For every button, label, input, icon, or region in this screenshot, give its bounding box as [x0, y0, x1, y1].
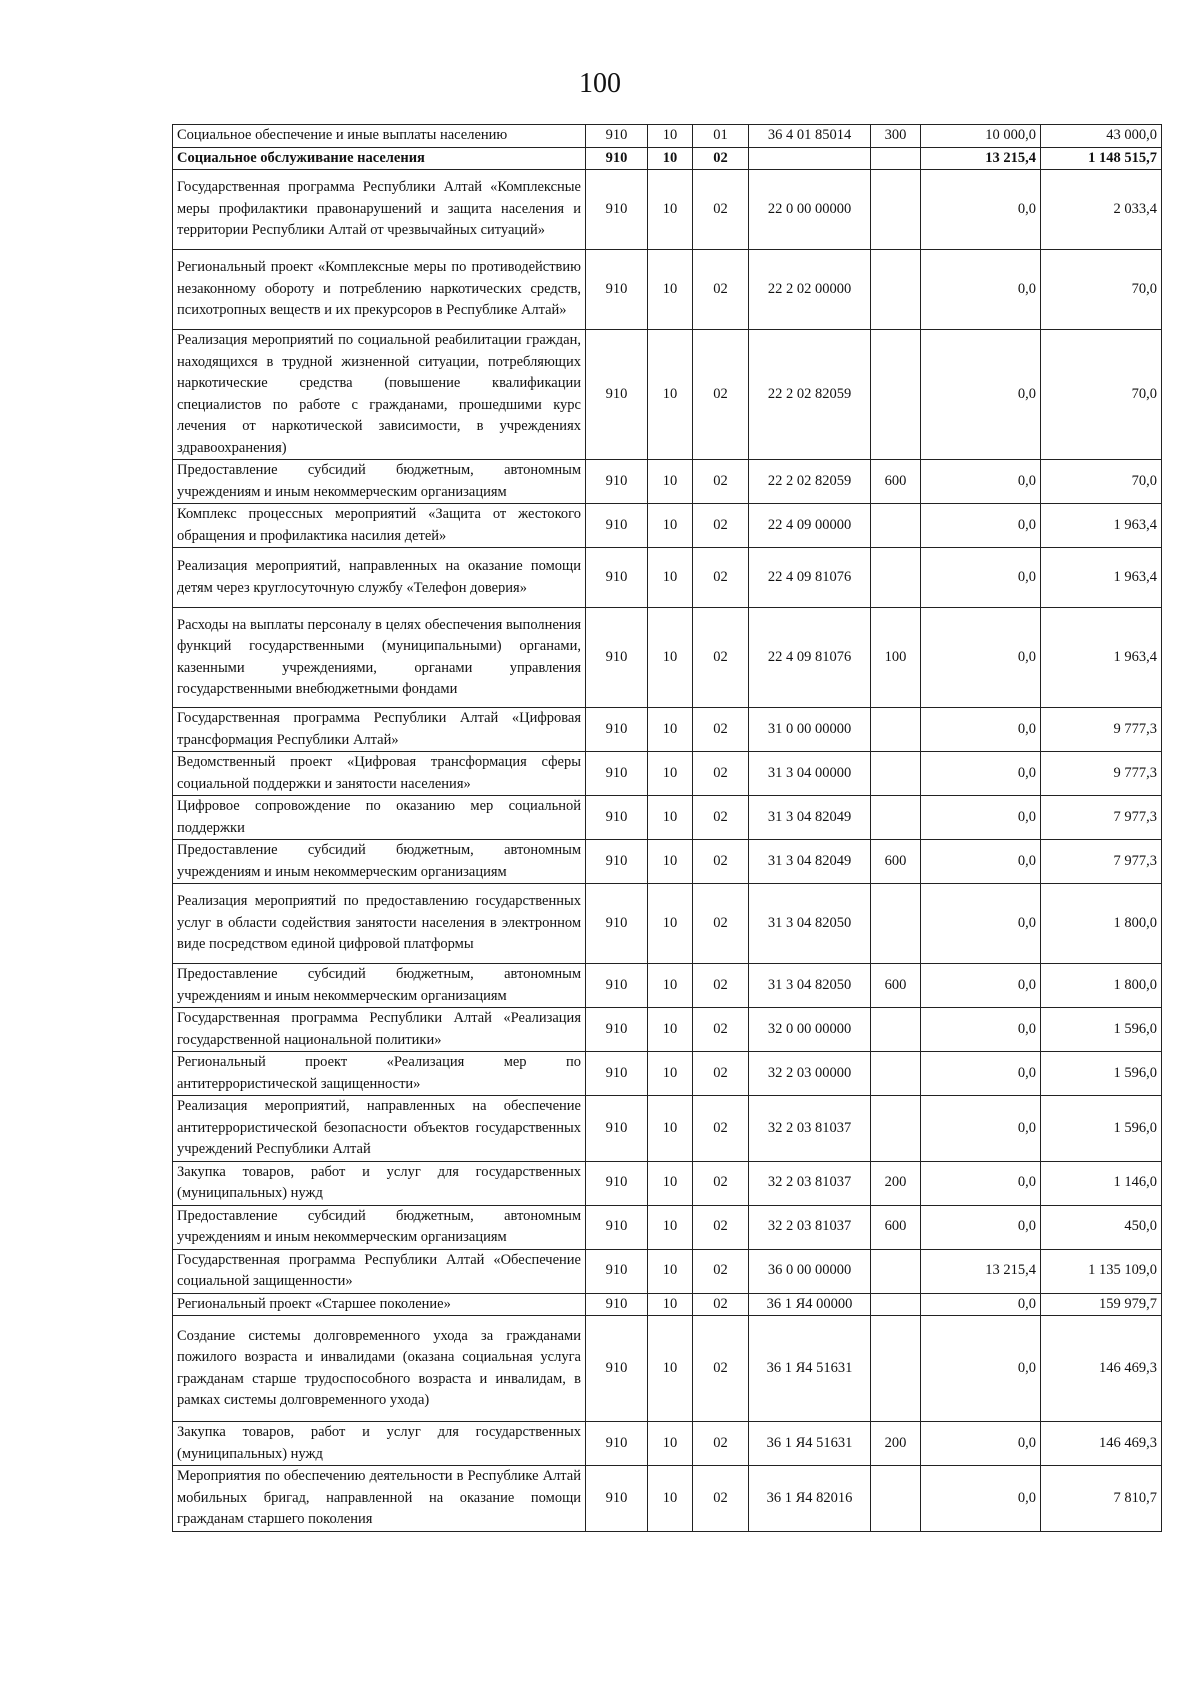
row-expense-type-code: 300	[871, 125, 921, 148]
row-description: Закупка товаров, работ и услуг для государственных (муниципальных) нужд	[173, 1161, 586, 1205]
row-amount-second: 1 963,4	[1041, 608, 1162, 708]
row-target-article-code	[749, 147, 871, 170]
row-amount-second: 450,0	[1041, 1205, 1162, 1249]
page-number: 100	[579, 68, 621, 99]
row-target-article-code: 31 3 04 82050	[749, 964, 871, 1008]
row-target-article-code: 22 0 00 00000	[749, 170, 871, 250]
row-section-code: 10	[648, 330, 693, 460]
row-subsection-code: 02	[693, 548, 749, 608]
row-section-code: 10	[648, 1422, 693, 1466]
row-section-code: 10	[648, 884, 693, 964]
row-target-article-code: 22 2 02 82059	[749, 460, 871, 504]
row-amount-first: 13 215,4	[921, 147, 1041, 170]
row-amount-first: 0,0	[921, 330, 1041, 460]
row-expense-type-code	[871, 1316, 921, 1422]
row-expense-type-code: 600	[871, 840, 921, 884]
table-row	[173, 1422, 1162, 1466]
row-amount-first: 10 000,0	[921, 125, 1041, 148]
row-description: Комплекс процессных мероприятий «Защита от жестокого обращения и профилактика насилия детей»	[173, 504, 586, 548]
row-description: Реализация мероприятий, направленных на оказание помощи детям через круглосуточную службу «Телефон доверия»	[173, 548, 586, 608]
row-amount-first: 0,0	[921, 608, 1041, 708]
row-target-article-code: 36 1 Я4 82016	[749, 1466, 871, 1532]
row-section-code: 10	[648, 1008, 693, 1052]
row-subsection-code: 02	[693, 1422, 749, 1466]
row-section-code: 10	[648, 170, 693, 250]
row-grbs-code: 910	[586, 964, 648, 1008]
row-subsection-code: 02	[693, 796, 749, 840]
row-amount-first: 0,0	[921, 1052, 1041, 1096]
row-amount-second: 7 977,3	[1041, 796, 1162, 840]
row-expense-type-code	[871, 1052, 921, 1096]
row-section-code: 10	[648, 504, 693, 548]
row-subsection-code: 02	[693, 840, 749, 884]
row-description: Предоставление субсидий бюджетным, автономным учреждениям и иным некоммерческим организациям	[173, 964, 586, 1008]
row-target-article-code: 36 1 Я4 00000	[749, 1293, 871, 1316]
table-row	[173, 125, 1162, 148]
row-amount-first: 0,0	[921, 1008, 1041, 1052]
table-row	[173, 460, 1162, 504]
row-target-article-code: 31 0 00 00000	[749, 708, 871, 752]
row-amount-first: 0,0	[921, 708, 1041, 752]
row-amount-second: 70,0	[1041, 250, 1162, 330]
table-row	[173, 548, 1162, 608]
row-section-code: 10	[648, 1293, 693, 1316]
row-description: Социальное обслуживание населения	[173, 147, 586, 170]
table-row	[173, 1161, 1162, 1205]
row-grbs-code: 910	[586, 608, 648, 708]
row-section-code: 10	[648, 1052, 693, 1096]
table-row	[173, 1293, 1162, 1316]
row-expense-type-code: 600	[871, 964, 921, 1008]
row-amount-second: 159 979,7	[1041, 1293, 1162, 1316]
row-amount-second: 70,0	[1041, 330, 1162, 460]
row-grbs-code: 910	[586, 1052, 648, 1096]
row-amount-second: 7 977,3	[1041, 840, 1162, 884]
row-amount-second: 1 596,0	[1041, 1008, 1162, 1052]
table-row	[173, 1205, 1162, 1249]
row-target-article-code: 22 4 09 81076	[749, 608, 871, 708]
row-expense-type-code	[871, 1466, 921, 1532]
row-amount-first: 0,0	[921, 504, 1041, 548]
table-row	[173, 1008, 1162, 1052]
row-amount-first: 0,0	[921, 884, 1041, 964]
row-amount-second: 70,0	[1041, 460, 1162, 504]
row-amount-second: 1 596,0	[1041, 1096, 1162, 1162]
table-row	[173, 504, 1162, 548]
row-subsection-code: 02	[693, 504, 749, 548]
row-amount-second: 1 800,0	[1041, 884, 1162, 964]
row-amount-first: 13 215,4	[921, 1249, 1041, 1293]
row-amount-first: 0,0	[921, 460, 1041, 504]
row-grbs-code: 910	[586, 1293, 648, 1316]
row-section-code: 10	[648, 1466, 693, 1532]
row-grbs-code: 910	[586, 752, 648, 796]
table-row	[173, 752, 1162, 796]
row-amount-first: 0,0	[921, 1422, 1041, 1466]
row-target-article-code: 32 2 03 81037	[749, 1161, 871, 1205]
table-row	[173, 250, 1162, 330]
row-subsection-code: 02	[693, 1161, 749, 1205]
row-target-article-code: 31 3 04 82049	[749, 796, 871, 840]
row-amount-second: 9 777,3	[1041, 708, 1162, 752]
row-amount-first: 0,0	[921, 964, 1041, 1008]
row-grbs-code: 910	[586, 548, 648, 608]
row-amount-first: 0,0	[921, 1466, 1041, 1532]
row-target-article-code: 32 0 00 00000	[749, 1008, 871, 1052]
row-section-code: 10	[648, 1096, 693, 1162]
row-description: Ведомственный проект «Цифровая трансформация сферы социальной поддержки и занятости населения»	[173, 752, 586, 796]
row-subsection-code: 02	[693, 884, 749, 964]
row-section-code: 10	[648, 608, 693, 708]
row-subsection-code: 02	[693, 752, 749, 796]
row-grbs-code: 910	[586, 147, 648, 170]
row-section-code: 10	[648, 796, 693, 840]
row-expense-type-code	[871, 1293, 921, 1316]
row-grbs-code: 910	[586, 1466, 648, 1532]
row-subsection-code: 02	[693, 1293, 749, 1316]
row-section-code: 10	[648, 250, 693, 330]
table-row	[173, 1316, 1162, 1422]
row-expense-type-code	[871, 752, 921, 796]
row-subsection-code: 02	[693, 1008, 749, 1052]
row-amount-first: 0,0	[921, 1316, 1041, 1422]
row-subsection-code: 02	[693, 1466, 749, 1532]
row-description: Предоставление субсидий бюджетным, автономным учреждениям и иным некоммерческим организациям	[173, 1205, 586, 1249]
row-target-article-code: 31 3 04 82049	[749, 840, 871, 884]
row-target-article-code: 22 4 09 00000	[749, 504, 871, 548]
row-amount-first: 0,0	[921, 840, 1041, 884]
row-target-article-code: 32 2 03 81037	[749, 1096, 871, 1162]
row-amount-second: 1 135 109,0	[1041, 1249, 1162, 1293]
row-section-code: 10	[648, 964, 693, 1008]
row-grbs-code: 910	[586, 1161, 648, 1205]
row-amount-first: 0,0	[921, 752, 1041, 796]
row-expense-type-code: 600	[871, 1205, 921, 1249]
row-subsection-code: 02	[693, 330, 749, 460]
row-description: Создание системы долговременного ухода за гражданами пожилого возраста и инвалидами (оказана социальная услуга гражданам старше трудоспособного возраста и инвалидам, в рамках системы долговременного ухода)	[173, 1316, 586, 1422]
row-subsection-code: 02	[693, 1249, 749, 1293]
table-body	[173, 125, 1162, 1532]
row-description: Государственная программа Республики Алтай «Обеспечение социальной защищенности»	[173, 1249, 586, 1293]
row-expense-type-code	[871, 330, 921, 460]
row-description: Мероприятия по обеспечению деятельности в Республике Алтай мобильных бригад, направленной на оказание помощи гражданам старшего поколения	[173, 1466, 586, 1532]
row-description: Реализация мероприятий по предоставлению государственных услуг в области содействия занятости населения в электронном виде посредством единой цифровой платформы	[173, 884, 586, 964]
row-expense-type-code	[871, 884, 921, 964]
row-subsection-code: 02	[693, 250, 749, 330]
row-section-code: 10	[648, 1316, 693, 1422]
row-section-code: 10	[648, 708, 693, 752]
row-grbs-code: 910	[586, 460, 648, 504]
row-description: Реализация мероприятий по социальной реабилитации граждан, находящихся в трудной жизненной ситуации, потребляющих наркотические средства (повышение квалификации специалистов по работе с гражданами, прошедшими курс лечения от наркотической зависимости, в учреждениях здравоохранения)	[173, 330, 586, 460]
row-section-code: 10	[648, 548, 693, 608]
row-amount-second: 1 963,4	[1041, 548, 1162, 608]
table-row	[173, 147, 1162, 170]
row-amount-second: 1 148 515,7	[1041, 147, 1162, 170]
row-target-article-code: 36 0 00 00000	[749, 1249, 871, 1293]
row-amount-second: 1 146,0	[1041, 1161, 1162, 1205]
table-row	[173, 1096, 1162, 1162]
row-subsection-code: 01	[693, 125, 749, 148]
row-grbs-code: 910	[586, 708, 648, 752]
row-description: Социальное обеспечение и иные выплаты населению	[173, 125, 586, 148]
row-description: Закупка товаров, работ и услуг для государственных (муниципальных) нужд	[173, 1422, 586, 1466]
row-expense-type-code	[871, 147, 921, 170]
row-amount-second: 146 469,3	[1041, 1422, 1162, 1466]
row-description: Расходы на выплаты персоналу в целях обеспечения выполнения функций государственными (муниципальными) органами, казенными учреждениями, органами управления государственными внебюджетными фондами	[173, 608, 586, 708]
row-amount-first: 0,0	[921, 1096, 1041, 1162]
row-amount-second: 1 800,0	[1041, 964, 1162, 1008]
table-row	[173, 840, 1162, 884]
row-subsection-code: 02	[693, 1052, 749, 1096]
row-expense-type-code	[871, 796, 921, 840]
row-expense-type-code	[871, 170, 921, 250]
row-grbs-code: 910	[586, 1205, 648, 1249]
row-target-article-code: 36 1 Я4 51631	[749, 1316, 871, 1422]
row-grbs-code: 910	[586, 250, 648, 330]
row-grbs-code: 910	[586, 125, 648, 148]
row-section-code: 10	[648, 752, 693, 796]
table-row	[173, 884, 1162, 964]
row-grbs-code: 910	[586, 504, 648, 548]
row-section-code: 10	[648, 1249, 693, 1293]
row-expense-type-code	[871, 250, 921, 330]
row-expense-type-code	[871, 1249, 921, 1293]
row-target-article-code: 22 4 09 81076	[749, 548, 871, 608]
row-description: Региональный проект «Старшее поколение»	[173, 1293, 586, 1316]
row-amount-second: 2 033,4	[1041, 170, 1162, 250]
row-section-code: 10	[648, 147, 693, 170]
row-subsection-code: 02	[693, 708, 749, 752]
row-expense-type-code: 600	[871, 460, 921, 504]
row-amount-second: 43 000,0	[1041, 125, 1162, 148]
row-description: Предоставление субсидий бюджетным, автономным учреждениям и иным некоммерческим организациям	[173, 840, 586, 884]
row-amount-second: 9 777,3	[1041, 752, 1162, 796]
row-section-code: 10	[648, 840, 693, 884]
row-grbs-code: 910	[586, 796, 648, 840]
row-amount-first: 0,0	[921, 796, 1041, 840]
row-subsection-code: 02	[693, 170, 749, 250]
row-amount-first: 0,0	[921, 170, 1041, 250]
row-amount-first: 0,0	[921, 1161, 1041, 1205]
table-row	[173, 1466, 1162, 1532]
row-target-article-code: 22 2 02 00000	[749, 250, 871, 330]
row-target-article-code: 36 4 01 85014	[749, 125, 871, 148]
row-amount-first: 0,0	[921, 1205, 1041, 1249]
table-row	[173, 608, 1162, 708]
table-row	[173, 1249, 1162, 1293]
row-subsection-code: 02	[693, 1096, 749, 1162]
row-target-article-code: 31 3 04 82050	[749, 884, 871, 964]
row-grbs-code: 910	[586, 1422, 648, 1466]
row-subsection-code: 02	[693, 608, 749, 708]
row-target-article-code: 32 2 03 00000	[749, 1052, 871, 1096]
row-section-code: 10	[648, 1205, 693, 1249]
row-expense-type-code: 100	[871, 608, 921, 708]
row-grbs-code: 910	[586, 1096, 648, 1162]
row-section-code: 10	[648, 460, 693, 504]
row-expense-type-code: 200	[871, 1161, 921, 1205]
row-subsection-code: 02	[693, 1316, 749, 1422]
row-description: Государственная программа Республики Алтай «Комплексные меры профилактики правонарушений и защита населения и территории Республики Алтай от чрезвычайных ситуаций»	[173, 170, 586, 250]
row-grbs-code: 910	[586, 170, 648, 250]
row-target-article-code: 22 2 02 82059	[749, 330, 871, 460]
row-amount-second: 7 810,7	[1041, 1466, 1162, 1532]
row-grbs-code: 910	[586, 884, 648, 964]
row-expense-type-code	[871, 548, 921, 608]
table-row	[173, 964, 1162, 1008]
row-description: Реализация мероприятий, направленных на обеспечение антитеррористической безопасности объектов государственных учреждений Республики Алтай	[173, 1096, 586, 1162]
row-subsection-code: 02	[693, 964, 749, 1008]
row-grbs-code: 910	[586, 1008, 648, 1052]
row-section-code: 10	[648, 1161, 693, 1205]
row-grbs-code: 910	[586, 330, 648, 460]
row-expense-type-code	[871, 708, 921, 752]
table-row	[173, 1052, 1162, 1096]
row-subsection-code: 02	[693, 1205, 749, 1249]
row-target-article-code: 32 2 03 81037	[749, 1205, 871, 1249]
row-description: Цифровое сопровождение по оказанию мер социальной поддержки	[173, 796, 586, 840]
row-subsection-code: 02	[693, 147, 749, 170]
row-description: Региональный проект «Комплексные меры по противодействию незаконному обороту и потреблению наркотических средств, психотропных веществ и их прекурсоров в Республике Алтай»	[173, 250, 586, 330]
row-expense-type-code: 200	[871, 1422, 921, 1466]
row-expense-type-code	[871, 1096, 921, 1162]
row-grbs-code: 910	[586, 1249, 648, 1293]
row-target-article-code: 36 1 Я4 51631	[749, 1422, 871, 1466]
row-expense-type-code	[871, 1008, 921, 1052]
row-description: Государственная программа Республики Алтай «Цифровая трансформация Республики Алтай»	[173, 708, 586, 752]
row-amount-second: 146 469,3	[1041, 1316, 1162, 1422]
row-grbs-code: 910	[586, 840, 648, 884]
row-amount-first: 0,0	[921, 1293, 1041, 1316]
table-row	[173, 708, 1162, 752]
row-amount-first: 0,0	[921, 548, 1041, 608]
row-description: Государственная программа Республики Алтай «Реализация государственной национальной политики»	[173, 1008, 586, 1052]
row-target-article-code: 31 3 04 00000	[749, 752, 871, 796]
row-section-code: 10	[648, 125, 693, 148]
row-amount-first: 0,0	[921, 250, 1041, 330]
row-description: Предоставление субсидий бюджетным, автономным учреждениям и иным некоммерческим организациям	[173, 460, 586, 504]
row-subsection-code: 02	[693, 460, 749, 504]
row-amount-second: 1 963,4	[1041, 504, 1162, 548]
table-row	[173, 796, 1162, 840]
row-description: Региональный проект «Реализация мер по антитеррористической защищенности»	[173, 1052, 586, 1096]
row-amount-second: 1 596,0	[1041, 1052, 1162, 1096]
budget-table	[172, 124, 1162, 1532]
row-grbs-code: 910	[586, 1316, 648, 1422]
row-expense-type-code	[871, 504, 921, 548]
table-row	[173, 330, 1162, 460]
table-row	[173, 170, 1162, 250]
